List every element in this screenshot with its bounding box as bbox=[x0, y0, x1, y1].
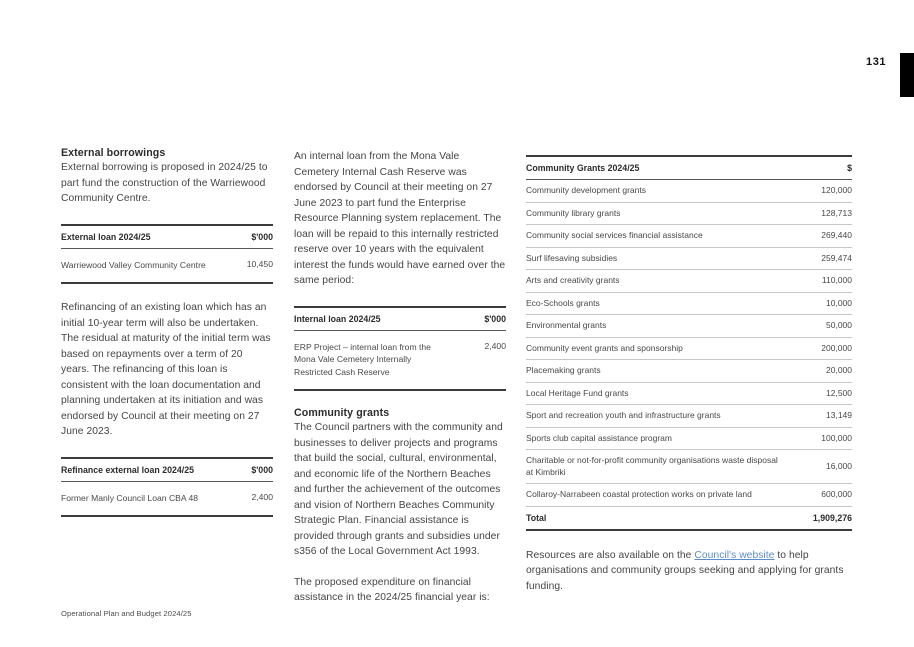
table-body bbox=[526, 180, 852, 507]
page-edge-tab bbox=[900, 53, 914, 97]
table-row-value: 100,000 bbox=[788, 427, 852, 450]
table-row-label: Community development grants bbox=[526, 180, 788, 203]
table-title: External loan 2024/25 bbox=[61, 231, 151, 242]
table-row-label: Surf lifesaving subsidies bbox=[526, 247, 788, 270]
page-footer: Operational Plan and Budget 2024/25 bbox=[61, 609, 192, 618]
external-loan-table bbox=[61, 224, 273, 285]
table-row bbox=[526, 247, 852, 270]
table-row bbox=[526, 484, 852, 507]
table-header-row bbox=[61, 224, 273, 249]
table-unit: $ bbox=[788, 156, 852, 180]
heading-external-borrowings: External borrowings bbox=[61, 147, 166, 159]
table-row-value: 50,000 bbox=[788, 315, 852, 338]
table-row bbox=[526, 360, 852, 383]
table-row-value: 200,000 bbox=[788, 337, 852, 360]
table-row-value: 2,400 bbox=[251, 491, 273, 502]
table-row bbox=[526, 427, 852, 450]
table-row-label: Warriewood Valley Community Centre bbox=[61, 259, 206, 270]
table-total-row bbox=[526, 506, 852, 530]
table-row-label: Placemaking grants bbox=[526, 360, 788, 383]
resources-text-before: Resources are also available on the bbox=[526, 549, 695, 561]
table-row-label: Sport and recreation youth and infrastructure grants bbox=[526, 405, 788, 428]
table-row-value: 20,000 bbox=[788, 360, 852, 383]
table-row-value: 10,000 bbox=[788, 292, 852, 315]
table-foot bbox=[526, 506, 852, 530]
table-row-value: 269,440 bbox=[788, 225, 852, 248]
table-unit: $'000 bbox=[251, 231, 273, 242]
table-row-label: Eco-Schools grants bbox=[526, 292, 788, 315]
table-row-value: 600,000 bbox=[788, 484, 852, 507]
paragraph-refinancing: Refinancing of an existing loan which has an initial 10-year term will also be undertaken. The residual at maturity of the initial term was based on repayments over a term of 20 years. The refinancing of this loan is consistent with the loan documentation and planning undertaken at its initiation and was endorsed by Council at their meeting on 27 June 2023. bbox=[61, 302, 271, 437]
table-head bbox=[526, 156, 852, 180]
table-row bbox=[526, 202, 852, 225]
resources-text-after: to help organisations and community groups seeking and applying for grants funding. bbox=[526, 549, 844, 592]
table-row-label: Local Heritage Fund grants bbox=[526, 382, 788, 405]
table-row-value: 128,713 bbox=[788, 202, 852, 225]
table-header-row bbox=[294, 306, 506, 331]
middle-column bbox=[294, 149, 506, 621]
table-row-value: 13,149 bbox=[788, 405, 852, 428]
councils-website-link[interactable]: Council's website bbox=[694, 549, 775, 561]
paragraph-proposed-expenditure: The proposed expenditure on financial assistance in the 2024/25 financial year is: bbox=[294, 576, 490, 603]
table-title: Internal loan 2024/25 bbox=[294, 313, 381, 324]
paragraph-internal-loan: An internal loan from the Mona Vale Cemetery Internal Cash Reserve was endorsed by Council at their meeting on 27 June 2023 to part fund the Enterprise Resource Planning system replacement. The loan will be repaid to this internally restricted reserve over 10 years with the equivalent interest the funds would have earned over the same period: bbox=[294, 151, 506, 286]
table-row-value: 110,000 bbox=[788, 270, 852, 293]
table-row-label: Former Manly Council Loan CBA 48 bbox=[61, 492, 199, 503]
table-unit: $'000 bbox=[484, 313, 506, 324]
table-row-label: Community event grants and sponsorship bbox=[526, 337, 788, 360]
table-row bbox=[61, 482, 273, 518]
table-title: Community Grants 2024/25 bbox=[526, 156, 788, 180]
heading-community-grants: Community grants bbox=[294, 407, 390, 419]
table-row bbox=[526, 405, 852, 428]
table-row-value: 12,500 bbox=[788, 382, 852, 405]
table-row bbox=[61, 249, 273, 285]
paragraph-resources bbox=[526, 548, 852, 595]
table-row-label: Environmental grants bbox=[526, 315, 788, 338]
table-row-label: Charitable or not-for-profit community organisations waste disposal at Kimbriki bbox=[526, 450, 788, 484]
paragraph-community-grants: The Council partners with the community and businesses to deliver projects and programs that build the social, cultural, environmental, and economic life of the Northern Beaches and further the achievement of the outcomes and vision of Northern Beaches Community Strategic Plan. Financial assistance is provided through grants and subsidies under s356 of the Local Government Act 1993. bbox=[294, 422, 503, 557]
table-row bbox=[526, 180, 852, 203]
page-number: 131 bbox=[866, 56, 887, 68]
table-row-value: 2,400 bbox=[484, 340, 506, 351]
table-row bbox=[526, 382, 852, 405]
right-column bbox=[526, 155, 852, 609]
total-value: 1,909,276 bbox=[788, 506, 852, 530]
table-row bbox=[526, 270, 852, 293]
paragraph-external-borrowings: External borrowing is proposed in 2024/25 to part fund the construction of the Warriewood Community Centre. bbox=[61, 162, 268, 204]
table-row-label: Arts and creativity grants bbox=[526, 270, 788, 293]
table-row-label: Sports club capital assistance program bbox=[526, 427, 788, 450]
table-row bbox=[526, 225, 852, 248]
total-label: Total bbox=[526, 506, 788, 530]
table-row bbox=[526, 337, 852, 360]
internal-loan-table bbox=[294, 306, 506, 392]
table-title: Refinance external loan 2024/25 bbox=[61, 464, 194, 475]
table-row-label: Collaroy-Narrabeen coastal protection works on private land bbox=[526, 484, 788, 507]
table-row-value: 10,450 bbox=[246, 258, 273, 269]
table-row-label: Community library grants bbox=[526, 202, 788, 225]
table-unit: $'000 bbox=[251, 464, 273, 475]
table-row-label: ERP Project – internal loan from the Mona Vale Cemetery Internally Restricted Cash Reserve bbox=[294, 341, 431, 377]
table-header-row bbox=[61, 457, 273, 482]
table-row-label: Community social services financial assistance bbox=[526, 225, 788, 248]
refinance-loan-table bbox=[61, 457, 273, 518]
table-row bbox=[294, 331, 506, 392]
table-row-value: 259,474 bbox=[788, 247, 852, 270]
table-row bbox=[526, 292, 852, 315]
table-row-value: 120,000 bbox=[788, 180, 852, 203]
left-column bbox=[61, 147, 273, 533]
table-row bbox=[526, 450, 852, 484]
community-grants-table bbox=[526, 155, 852, 531]
table-row-value: 16,000 bbox=[788, 450, 852, 484]
table-row bbox=[526, 315, 852, 338]
